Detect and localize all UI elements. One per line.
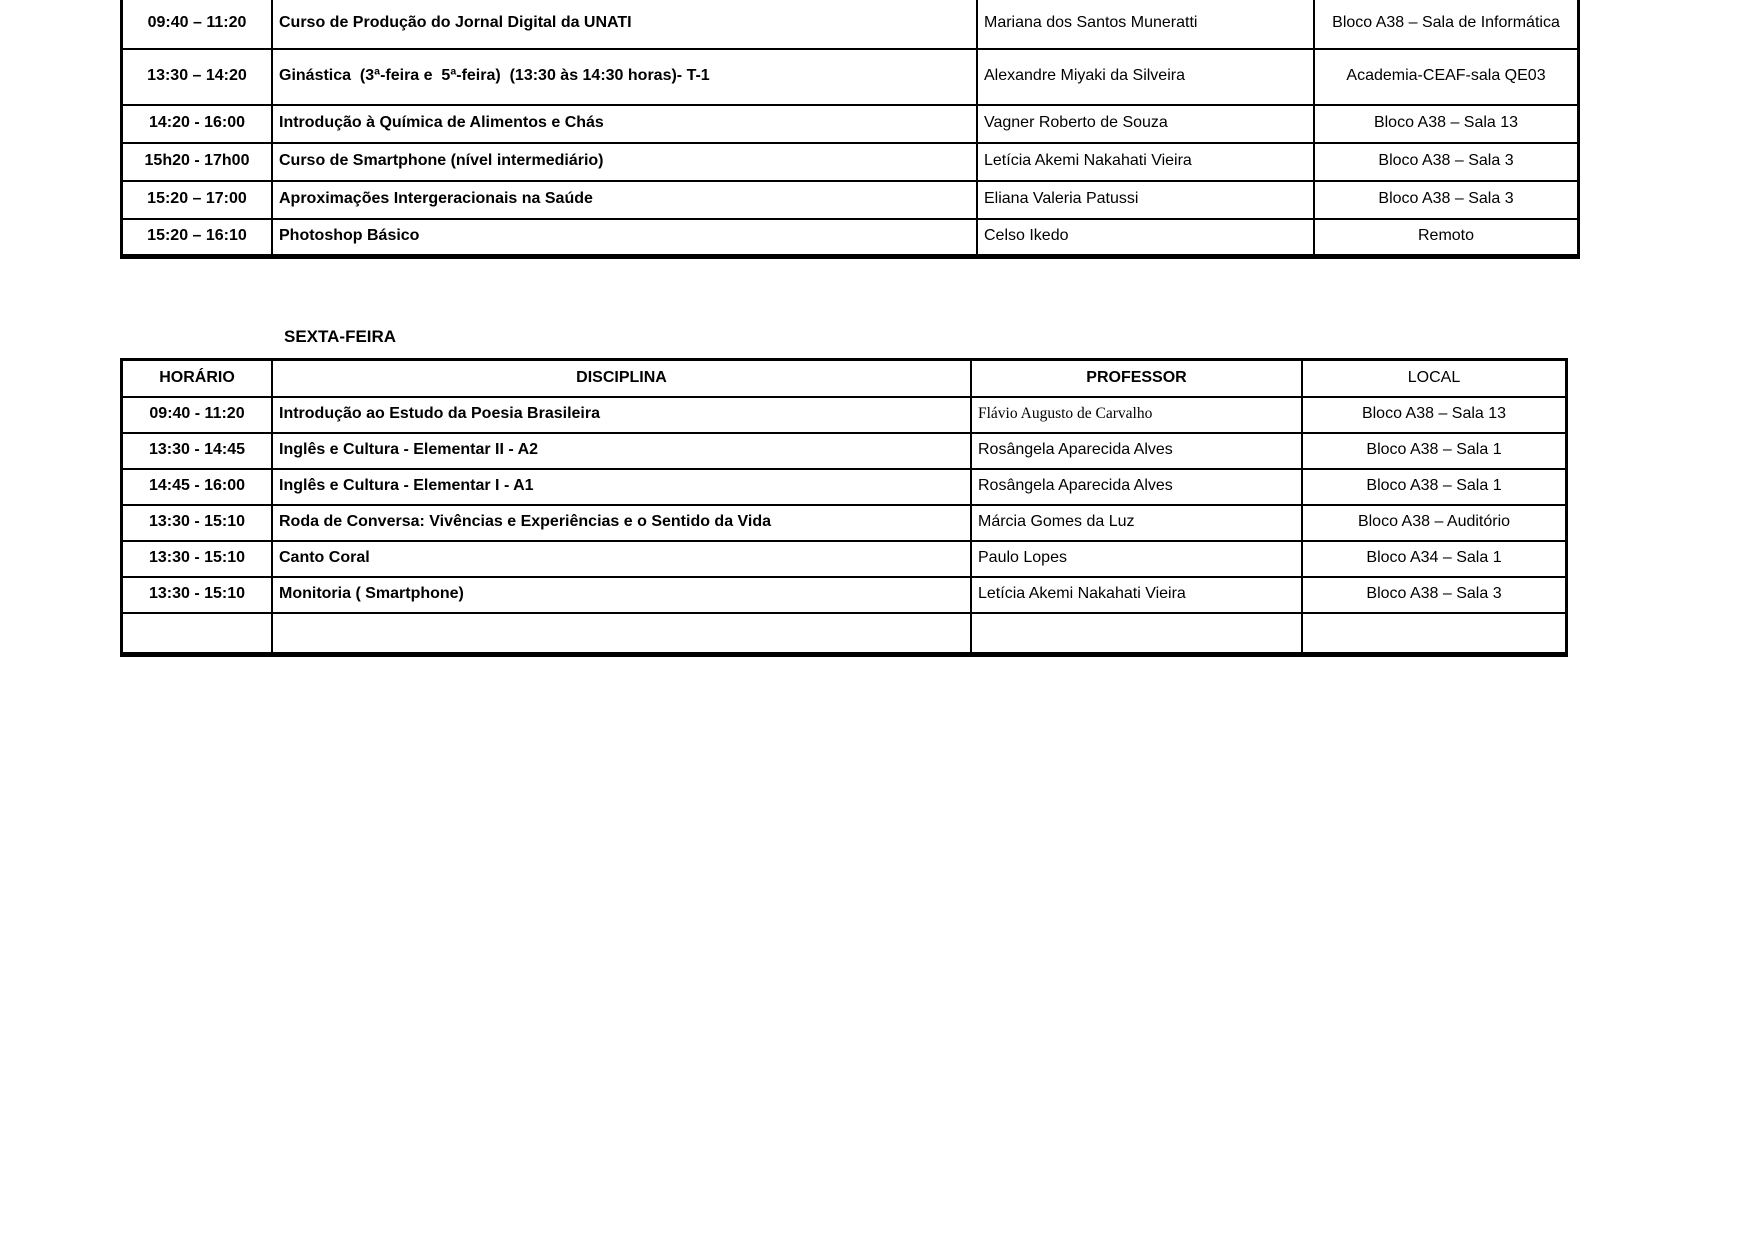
- cell-local: Bloco A38 – Sala 3: [1314, 181, 1579, 219]
- table-row: [122, 613, 1567, 655]
- cell-horario: 13:30 – 14:20: [122, 49, 273, 105]
- cell-professor: Márcia Gomes da Luz: [971, 505, 1302, 541]
- cell-professor: Letícia Akemi Nakahati Vieira: [977, 143, 1314, 181]
- cell-horario: 15:20 – 16:10: [122, 219, 273, 257]
- cell-horario: 09:40 - 11:20: [122, 397, 273, 433]
- cell-horario: 14:45 - 16:00: [122, 469, 273, 505]
- table-header-row: [122, 360, 1567, 397]
- cell-disciplina: Inglês e Cultura - Elementar I - A1: [272, 469, 971, 505]
- header-disciplina: DISCIPLINA: [272, 360, 971, 397]
- cell-disciplina: Monitoria ( Smartphone): [272, 577, 971, 613]
- cell-disciplina: Curso de Produção do Jornal Digital da UNATI: [272, 0, 977, 49]
- table-row: [122, 541, 1567, 577]
- cell-disciplina: Photoshop Básico: [272, 219, 977, 257]
- cell-horario: 13:30 - 15:10: [122, 505, 273, 541]
- table-row: [122, 397, 1567, 433]
- cell-local: Bloco A38 – Sala 13: [1314, 105, 1579, 143]
- cell-local: Bloco A38 – Sala 3: [1302, 577, 1567, 613]
- table-row: [122, 49, 1579, 105]
- cell-professor: Mariana dos Santos Muneratti: [977, 0, 1314, 49]
- header-local: LOCAL: [1302, 360, 1567, 397]
- cell-local: Academia-CEAF-sala QE03: [1314, 49, 1579, 105]
- cell-professor: Celso Ikedo: [977, 219, 1314, 257]
- cell-disciplina: Introdução ao Estudo da Poesia Brasileira: [272, 397, 971, 433]
- cell-disciplina: Inglês e Cultura - Elementar II - A2: [272, 433, 971, 469]
- cell-horario: [122, 613, 273, 655]
- table-row: [122, 469, 1567, 505]
- cell-horario: 15h20 - 17h00: [122, 143, 273, 181]
- cell-horario: 13:30 - 15:10: [122, 541, 273, 577]
- cell-local: [1302, 613, 1567, 655]
- table-row: [122, 577, 1567, 613]
- cell-local: Bloco A38 – Auditório: [1302, 505, 1567, 541]
- cell-professor: Rosângela Aparecida Alves: [971, 469, 1302, 505]
- table-row: [122, 143, 1579, 181]
- cell-professor: Flávio Augusto de Carvalho: [971, 397, 1302, 433]
- header-professor: PROFESSOR: [971, 360, 1302, 397]
- schedule-table-top: [120, 0, 1580, 259]
- cell-local: Bloco A38 – Sala 13: [1302, 397, 1567, 433]
- schedule-table-top-wrap: [120, 0, 1580, 259]
- schedule-table-sexta-wrap: [120, 358, 1568, 657]
- cell-horario: 13:30 - 15:10: [122, 577, 273, 613]
- cell-local: Bloco A38 – Sala 1: [1302, 433, 1567, 469]
- cell-disciplina: Roda de Conversa: Vivências e Experiências e o Sentido da Vida: [272, 505, 971, 541]
- header-horario: HORÁRIO: [122, 360, 273, 397]
- cell-local: Bloco A38 – Sala 1: [1302, 469, 1567, 505]
- cell-disciplina: Ginástica (3ª-feira e 5ª-feira) (13:30 às 14:30 horas)- T-1: [272, 49, 977, 105]
- table-row: [122, 433, 1567, 469]
- cell-professor: Letícia Akemi Nakahati Vieira: [971, 577, 1302, 613]
- cell-horario: 14:20 - 16:00: [122, 105, 273, 143]
- cell-local: Bloco A38 – Sala de Informática: [1314, 0, 1579, 49]
- cell-professor: Alexandre Miyaki da Silveira: [977, 49, 1314, 105]
- table-row: [122, 219, 1579, 257]
- cell-local: Bloco A38 – Sala 3: [1314, 143, 1579, 181]
- table-row: [122, 0, 1579, 49]
- cell-professor: Paulo Lopes: [971, 541, 1302, 577]
- cell-horario: 15:20 – 17:00: [122, 181, 273, 219]
- cell-local: Remoto: [1314, 219, 1579, 257]
- table-row: [122, 181, 1579, 219]
- cell-disciplina: [272, 613, 971, 655]
- table-row: [122, 105, 1579, 143]
- schedule-table-sexta: [120, 358, 1568, 657]
- cell-professor: [971, 613, 1302, 655]
- cell-professor: Eliana Valeria Patussi: [977, 181, 1314, 219]
- cell-disciplina: Curso de Smartphone (nível intermediário): [272, 143, 977, 181]
- table-row: [122, 505, 1567, 541]
- cell-professor: Vagner Roberto de Souza: [977, 105, 1314, 143]
- cell-local: Bloco A34 – Sala 1: [1302, 541, 1567, 577]
- cell-disciplina: Aproximações Intergeracionais na Saúde: [272, 181, 977, 219]
- cell-horario: 09:40 – 11:20: [122, 0, 273, 49]
- cell-professor: Rosângela Aparecida Alves: [971, 433, 1302, 469]
- cell-disciplina: Canto Coral: [272, 541, 971, 577]
- cell-disciplina: Introdução à Química de Alimentos e Chás: [272, 105, 977, 143]
- cell-horario: 13:30 - 14:45: [122, 433, 273, 469]
- day-heading-sexta-feira: SEXTA-FEIRA: [284, 327, 397, 346]
